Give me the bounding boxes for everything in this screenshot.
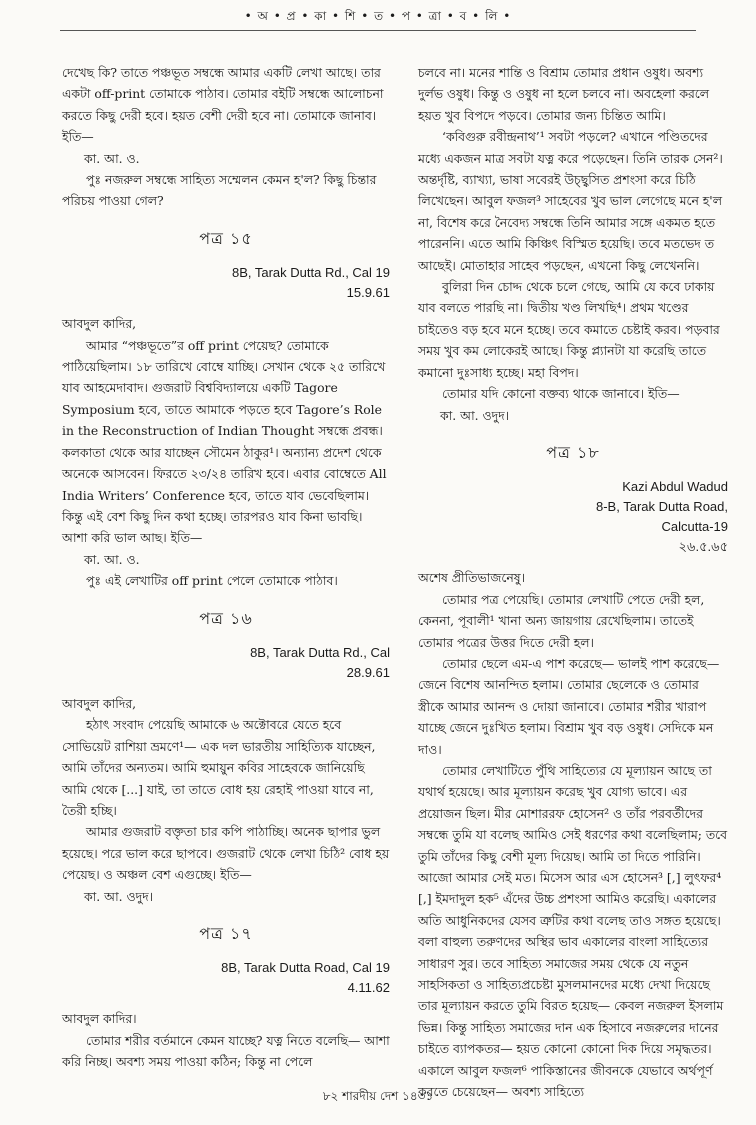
right-column — [418, 62, 728, 1102]
letter-address: 8B, Tarak Dutta Rd., Cal 19 — [231, 265, 390, 281]
signature: কা. আ. ও. — [84, 551, 140, 567]
letter-body: তোমার লেখাটিতে পুঁথি সাহিত্যের যে মূল্যায়ন আছে তা যথার্থ হয়েছে। আর মূল্যায়ন করেছ খুব যোগ্য ভাবে। এর প্রয়োজন ছিল। মীর মোশাররফ হোসেন² ও তাঁর পরবর্তীদের সম্বন্ধে তুমি যা বলেছ আমিও সেই ধরণের কথা বলেছিলাম; তবে তুমি তাঁদের কিছু বেশী মূল্য দিয়েছ। আমি তা দিতে পারিনি। আজো আমার সেই মত। মিসেস আর এস হোসেন³ [,] লুৎফর⁴ [,] ইমদাদুল হক⁵ এঁদের উচ্চ প্রশংসা আমিও করেছি। একালের অতি আধুনিকদের যেসব ত্রুটির কথা বলেছ তাও সঙ্গত হয়েছে। বলা বাহুল্য তরুণদের অস্থির ভাব একালের বাংলা সাহিত্যের সাধারণ সুর। তবে সাহিত্য সমাজের সময় থেকে যে নতুন সাহসিকতা ও সাহিত্যপ্রচেষ্টা মুসলমানদের মধ্যে দেখা দিয়েছে তার মূল্যায়ন করতে তুমি বিরত হয়েছ— কেবল নজরুল ইসলাম ভিন্ন। কিন্তু সাহিত্য সমাজের দান এক হিসাবে নজরুলের দানের চাইতে ব্যাপকতর— হয়ত কোনো কোনো দিক দিয়ে সমৃদ্ধতর। একালে আবুল ফজল⁶ পাকিস্তানের জীবনকে যেভাবে অর্থপূর্ণ করতে চেয়েছেন— অবশ্য সাহিত্যে — [418, 762, 727, 1100]
running-header: • অ • প্র • কা • শি • ত • প • ত্রা • ব • লি • — [244, 9, 512, 23]
salutation: আবদুল কাদির, — [62, 695, 137, 711]
letter-title: পত্র ১৫ — [199, 228, 253, 248]
salutation: আবদুল কাদির। — [62, 1011, 137, 1027]
letter-body: তোমার ছেলে এম-এ পাশ করেছে— ভালই পাশ করেছে— জেনে বিশেষ আনন্দিত হলাম। তোমার ছেলেকে ও তোমার স্ত্রীকে আমার আনন্দ ও দোয়া জানাবে। তোমার শরীর খারাপ যাচ্ছে জেনে দুঃখিত হলাম। বিশ্রাম খুব বড় ওষুধ। সেদিকে মন দাও। — [418, 655, 720, 757]
letter-body: হঠাৎ সংবাদ পেয়েছি আমাকে ৬ অক্টোবরে যেতে হবে সোভিয়েট রাশিয়া ভ্রমণে¹— এক দল ভারতীয় সাহিত্যিক যাচ্ছেন, আমি তাঁদের অন্যতম। আমি হুমায়ুন কবির সাহেবকে জানিয়েছি আমি থেকে [...] যাই, তা তাতে বোধ হয় রেহাই পাওয়া যাবে না, তৈরী হচ্ছি। — [62, 717, 376, 818]
header-divider — [60, 30, 696, 31]
letter-date: ২৬.৫.৬৫ — [678, 539, 728, 555]
closing-line: তোমার যদি কোনো বক্তব্য থাকে জানাবে। ইতি— — [442, 386, 680, 402]
left-column — [62, 62, 390, 1073]
signature: কা. আ. ওদুদ। — [440, 407, 510, 423]
sender-name: Kazi Abdul Wadud — [622, 479, 728, 495]
signature: কা. আ. ওদুদ। — [84, 888, 154, 904]
intro-paragraph: দেখেছ কি? তাতে পঞ্চভূত সম্বন্ধে আমার একটি লেখা আছে। তার একটা off-print তোমাকে পাঠাব। তোমার বইটি সম্বন্ধে আলোচনা করতে কিছু দেরী হবে। হয়ত বেশী দেরী হবে না। তোমাকে জানাব। ইতি— — [62, 65, 384, 145]
letter-date: 4.11.62 — [347, 980, 390, 996]
letter-date: 28.9.61 — [346, 664, 390, 680]
letter-body: তোমার শরীর বর্তমানে কেমন যাচ্ছে? যত্ন নিতে বলেছি— আশা করি নিচ্ছ। অবশ্য সময় পাওয়া কঠিন; কিন্তু না পেলে — [62, 1032, 390, 1070]
letter-body: আমার গুজরাট বক্তৃতা চার কপি পাঠাচ্ছি। অনেক ছাপার ভুল হয়েছে। পরে ভাল করে ছাপবে। গুজরাট থেকে লেখা চিঠি² বোধ হয় পেয়েছ। ও অঞ্চল বেশ এগুচ্ছে। ইতি— — [62, 824, 390, 883]
letter-title: পত্র ১৮ — [546, 442, 600, 462]
letter-address: 8-B, Tarak Dutta Road, — [596, 499, 728, 515]
letter-city: Calcutta-19 — [661, 519, 728, 535]
letter-title: পত্র ১৬ — [199, 608, 253, 628]
letter-address: 8B, Tarak Dutta Road, Cal 19 — [221, 960, 390, 976]
continued-paragraph: চলবে না। মনের শান্তি ও বিশ্রাম তোমার প্রধান ওষুধ। অবশ্য দুর্লভ ওষুধ। কিন্তু ও ওষুধ না হলে চলবে না। অবহেলা করলে হয়ত খুব বিপদে পড়বে। তোমার জন্য চিন্তিত আমি। — [418, 65, 710, 123]
salutation: আবদুল কাদির, — [62, 316, 137, 332]
letter-date: 15.9.61 — [346, 285, 390, 301]
letter-body: বুলিরা দিন চোদ্দ থেকে চলে গেছে, আমি যে কবে ঢাকায় যাব বলতে পারছি না। দ্বিতীয় খণ্ড লিখছি⁴। প্রথম খণ্ডের চাইতেও বড় হবে মনে হচ্ছে। তবে কমাতে চেষ্টাই করব। পড়বার সময় খুব কম লোকেরই আছে। কিন্তু প্ল্যানটা যা করেছি তাতে কমানো দুঃসাধ্য হচ্ছে। মহা বিপদ। — [418, 279, 720, 380]
letter-body: আমার “পঞ্চভূতে”র off print পেয়েছ? তোমাকে পাঠিয়েছিলাম। ১৮ তারিখে বোম্বে যাচ্ছি। সেখান থেকে ২৫ তারিখে যাব আহমেদাবাদ। গুজরাট বিশ্ববিদ্যালয়ে একটি Tagore Symposium হবে, তাতে আমাকে পড়তে হবে Tagore’s Role in the Reconstruction of Indian Thought সম্বন্ধে প্রবন্ধ। কলকাতা থেকে আর যাচ্ছেন সৌমেন ঠাকুর¹। অন্যান্য প্রদেশ থেকে অনেকে আসবেন। ফিরতে ২৩/২৪ তারিখ হবে। এবার বোম্বেতে All India Writers’ Conference হবে, তাতে যাব ভেবেছিলাম। কিন্তু এই বেশ কিছু দিন কথা হচ্ছে। তারপরও যাব কিনা ভাবছি। আশা করি ভাল আছ। ইতি— — [62, 337, 387, 546]
postscript: পুঃ এই লেখাটির off print পেলে তোমাকে পাঠাব। — [86, 573, 338, 589]
letter-address: 8B, Tarak Dutta Rd., Cal — [250, 644, 390, 660]
postscript: পুঃ নজরুল সম্বন্ধে সাহিত্য সম্মেলন কেমন হ'ল? কিছু চিন্তার পরিচয় পাওয়া গেল? — [62, 172, 377, 209]
signature: কা. আ. ও. — [84, 150, 140, 166]
salutation: অশেষ প্রীতিভাজনেষু। — [418, 570, 525, 586]
letter-body: ‘কবিগুরু রবীন্দ্রনাথ’¹ সবটা পড়লে? এখানে পণ্ডিতদের মধ্যে একজন মাত্র সবটা যত্ন করে পড়েছেন। তিনি তারক সেন²। অন্তর্দৃষ্টি, ব্যাখ্যা, ভাষা সবেরই উচ্ছ্বসিত প্রশংসা করে চিঠি লিখেছেন। আবুল ফজল³ সাহেবের খুব ভাল লেগেছে মনে হ'ল না, বিশেষ করে নৈবেদ্য সম্বন্ধে তিনি আমার সঙ্গে একমত হতে পারেননি। এতে আমি কিঞ্চিৎ বিস্মিত হয়েছি। তবে মতভেদ ত আছেই। মোতাহার সাহেব পড়ছেন, এখনো কিছু লেখেননি। — [418, 129, 723, 273]
letter-title: পত্র ১৭ — [199, 924, 253, 943]
page-footer: ৮২ শারদীয় দেশ ১৪৩১ — [322, 1089, 434, 1103]
letter-body: তোমার পত্র পেয়েছি। তোমার লেখাটি পেতে দেরী হল, কেননা, পূবালী¹ খানা অন্য জায়গায় রেখেছিলাম। তাতেই তোমার পত্রের উত্তর দিতে দেরী হল। — [418, 591, 705, 650]
